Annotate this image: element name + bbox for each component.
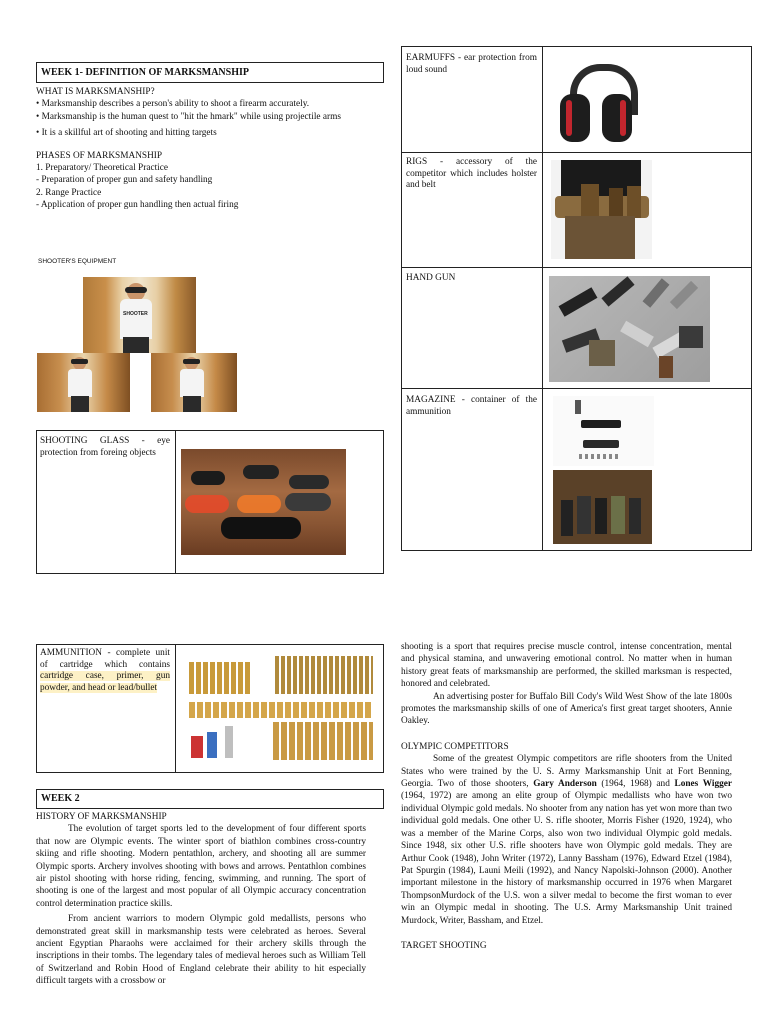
- phase-2: 2. Range Practice: [36, 187, 102, 198]
- shooting-glass-label: SHOOTING GLASS - eye protection from foreing objects: [40, 436, 170, 458]
- history-paragraph-2: From ancient warriors to modern Olympic gold medallists, persons who demonstrated great skill in marksmanship tests were celebrated as heroes. Several ancient Egyptian Pharaohs were acclaimed for their archery skills through the inscriptions in their tombs. The legendary tales of medieval heroes such as William Tell of Switzerland and Robin Hood of England celebrate their ability to hit especially difficult targets with a crossbow or: [36, 914, 366, 987]
- week2-heading-box: [36, 789, 384, 809]
- gary-anderson: Gary Anderson: [533, 779, 597, 790]
- right-paragraph-2: An advertising poster for Buffalo Bill Cody's Wild West Show of the late 1800s promotes the marksmanship skills of one of America's first great target shooters, Annie Oakley.: [401, 691, 732, 727]
- phase-2-detail: - Application of proper gun handling then actual firing: [36, 200, 239, 211]
- magazine-photo-top: [553, 396, 654, 466]
- bullet-2: • Marksmanship is the human quest to "hit the hmark" while using projectile arms: [36, 111, 341, 122]
- week1-heading: WEEK 1- DEFINITION OF MARKSMANSHIP: [41, 67, 249, 78]
- magazine-label: MAGAZINE - container of the ammunition: [406, 395, 537, 417]
- right-column: [401, 641, 732, 952]
- week2-history: [36, 811, 366, 988]
- rigs-photo: [551, 160, 652, 259]
- hand-gun-label: HAND GUN: [406, 273, 456, 283]
- phase-1-detail: - Preparation of proper gun and safety handling: [36, 175, 213, 186]
- ammunition-photo: [185, 652, 375, 762]
- phase-1: 1. Preparatory/ Theoretical Practice: [36, 163, 168, 174]
- week1-heading-box: [36, 62, 384, 83]
- shirt-print: SHOOTER: [123, 311, 148, 317]
- magazine-photo-bottom: [553, 470, 652, 544]
- bullet-1: • Marksmanship describes a person's ability to shoot a firearm accurately.: [36, 99, 310, 110]
- ammunition-text: AMMUNITION - complete unit of cartridge which contains: [40, 648, 170, 670]
- week2-heading: WEEK 2: [41, 793, 80, 804]
- rigs-label: RIGS - accessory of the competitor which includes holster and belt: [406, 157, 537, 190]
- hand-gun-photo: [549, 276, 710, 382]
- bullet-3: • It is a skillful art of shooting and hitting targets: [36, 128, 217, 139]
- shooter-photo-left: [37, 353, 130, 412]
- phases-title: PHASES OF MARKSMANSHIP: [36, 150, 163, 161]
- history-paragraph-1: The evolution of target sports led to the development of four different sports that now are Olympic events. The winter sport of biathlon combines cross-country skiing and rifle shooting. Modern pentathlon, archery, and shooting all are summer Olympic sports. Archery involves shooting with bows and arrows. Pentathlon combines air pistol shooting with horse riding, fencing, swimming, and running. The sport of shooting is one of the largest and most popular of all Olympic accuracy concentration control determination practice skills.: [36, 824, 366, 909]
- earmuffs-photo: [556, 60, 638, 144]
- shooter-photo-right: [151, 353, 237, 412]
- target-title: TARGET SHOOTING: [401, 940, 487, 951]
- equipment-caption: SHOOTER'S EQUIPMENT: [38, 258, 117, 265]
- history-title: HISTORY OF MARKSMANSHIP: [36, 812, 167, 822]
- week1-definition: [36, 86, 366, 212]
- earmuffs-label: EARMUFFS - ear protection from loud sound: [406, 53, 537, 75]
- ammunition-label: [40, 648, 170, 694]
- shooting-glass-photo: [181, 449, 346, 555]
- ammunition-highlight: cartridge case, primer, gun powder, and head or lead/bullet: [40, 671, 170, 693]
- right-paragraph-1: shooting is a sport that requires precise muscle control, intense concentration, mental and physical stamina, and unwavering emotional control. No matter when in human history great feats of marksmanship are performed, the skilled marksman is respected, honored and celebrated.: [401, 642, 732, 690]
- olympic-title: OLYMPIC COMPETITORS: [401, 741, 509, 752]
- lones-wigger: Lones Wigger: [674, 779, 733, 790]
- what-title: WHAT IS MARKSMANSHIP?: [36, 87, 155, 97]
- olympic-paragraph: Some of the greatest Olympic competitors are rifle shooters from the United States who were trained by the U. S. Army Marksmanship Unit at Fort Benning, Georgia. Two of those shooters, Gary Anderson (1964, 1968) and Lones Wigger (1964, 1972) are among an elite group of Olympic medallists who have won two individual Olympic gold medals. No shooter from any nation has yet won more than two individual gold medals. One other U. S. rifle shooter, Morris Fisher (1920, 1924), who was a member of the Marine Corps, also won two individual Olympic gold medals. Since 1948, six other U.S. rifle shooters have won Olympic gold medals. They are Arthur Cook (1948), John Writer (1972), Lanny Bassham (1976), Edward Etzel (1984), Pat Spurgin (1984), Launi Meili (1992), and Nancy Napolski-Johnson (2000). Another important milestone in the history of marksmanship occurred in 1976 when Margaret ThompsonMurdock of the U.S. won a silver medal to become the first woman to ever win an Olympic medal in shooting. The U.S. Army Marksmanship Unit trained Murdock, Writer, Bassham, and Etzel.: [401, 754, 733, 926]
- shooter-photo-front: [83, 277, 196, 353]
